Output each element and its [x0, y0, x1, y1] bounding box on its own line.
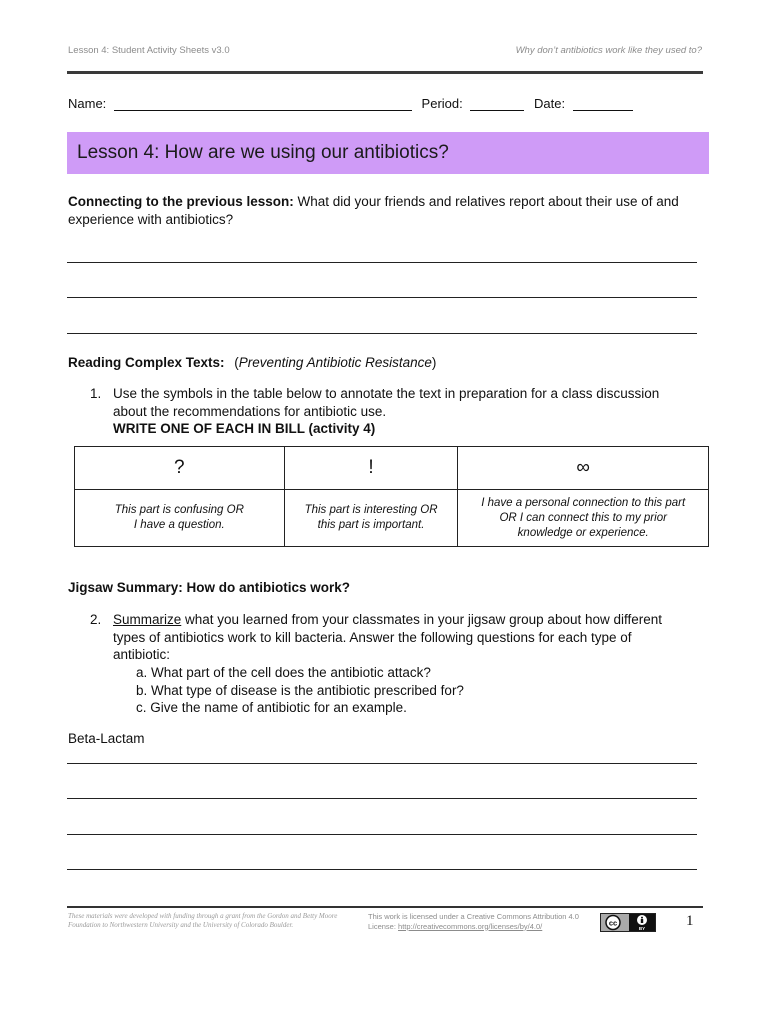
beta-lactam-line-4[interactable] — [67, 869, 697, 870]
beta-lactam-line-3[interactable] — [67, 834, 697, 835]
annotation-symbols-table — [74, 446, 709, 547]
name-label: Name: — [68, 96, 107, 111]
reading-item-number: 1. — [90, 386, 102, 401]
cc-by-icon-graphic — [601, 914, 655, 931]
desc-question-line1: This part is confusing OR — [114, 504, 244, 516]
jigsaw-item-number: 2. — [90, 612, 102, 627]
reading-item — [113, 385, 673, 438]
header-rule — [67, 71, 703, 74]
header-right-text: Why don’t antibiotics work like they used to? — [515, 45, 702, 56]
answer-line-2[interactable] — [67, 297, 697, 298]
by-text: BY — [638, 926, 646, 931]
answer-line-3[interactable] — [67, 333, 697, 334]
reading-paren-close: ) — [431, 355, 437, 370]
jigsaw-heading: Jigsaw Summary: How do antibiotics work? — [68, 580, 351, 595]
subitem-text: What part of the cell does the antibiotic attack? — [151, 665, 431, 680]
footer-funding-text: These materials were developed with funding through a grant from the Gordon and Betty Moore Foundation to Northwestern University and the University of Colorado Boulder. — [68, 912, 338, 929]
jigsaw-item-text: what you learned from your classmates in your jigsaw group about how different types of antibiotics work to kill bacteria. Answer the following questions for each type of antibiotic: — [113, 612, 663, 662]
license-text: This work is licensed under a Creative Commons Attribution 4.0 License: — [368, 912, 579, 931]
desc-exclamation-line1: This part is interesting OR — [304, 504, 438, 516]
subitem-text: Give the name of antibiotic for an example. — [150, 700, 407, 715]
desc-question-line2: I have a question. — [133, 519, 225, 531]
cc-by-license-icon — [600, 913, 656, 932]
desc-infinity-line1: I have a personal connection to this part — [481, 496, 686, 509]
subitem-text: What type of disease is the antibiotic prescribed for? — [151, 682, 464, 698]
lesson-title: Lesson 4: How are we using our antibiotics? — [77, 142, 449, 163]
jigsaw-subitems — [136, 664, 464, 717]
jigsaw-item — [113, 611, 683, 664]
desc-exclamation-line2: this part is important. — [317, 519, 425, 531]
reading-heading — [68, 354, 708, 372]
connecting-label: Connecting to the previous lesson: — [68, 194, 294, 209]
desc-infinity-line2: OR I can connect this to my prior — [499, 511, 667, 524]
subitem-letter: b. — [136, 682, 148, 698]
answer-line-1[interactable] — [67, 262, 697, 263]
reading-item-text: Use the symbols in the table below to annotate the text in preparation for a class discussion about the recommendations for antibiotic use. — [113, 386, 660, 419]
reading-item-instruction: WRITE ONE OF EACH IN BILL (activity 4) — [113, 421, 376, 436]
beta-lactam-label: Beta-Lactam — [68, 731, 145, 746]
period-field[interactable] — [470, 96, 524, 111]
jigsaw-subitem — [136, 682, 464, 700]
desc-exclamation — [284, 490, 458, 547]
symbol-infinity: ∞ — [458, 447, 709, 490]
jigsaw-subitem — [136, 664, 464, 682]
footer-license-text — [368, 912, 588, 931]
name-field[interactable] — [114, 96, 412, 111]
connecting-paragraph — [68, 193, 708, 229]
symbol-row — [75, 447, 709, 490]
desc-infinity — [458, 490, 709, 547]
subitem-letter: c. — [136, 700, 147, 715]
desc-infinity-line3: knowledge or experience. — [517, 526, 649, 539]
period-label: Period: — [421, 96, 463, 111]
lesson-title-bar — [67, 132, 709, 174]
beta-lactam-line-1[interactable] — [67, 763, 697, 764]
page-number: 1 — [686, 913, 694, 929]
license-link[interactable]: http://creativecommons.org/licenses/by/4.0/ — [398, 921, 543, 931]
jigsaw-item-verb: Summarize — [113, 612, 182, 627]
reading-label: Reading Complex Texts: — [68, 355, 225, 370]
reading-source: Preventing Antibiotic Resistance — [238, 355, 432, 370]
jigsaw-subitem — [136, 699, 464, 717]
connecting-text: What did your friends and relatives report about their use of and experience with antibiotics? — [68, 194, 679, 227]
desc-question — [75, 490, 285, 547]
date-field[interactable] — [573, 96, 633, 111]
footer-rule — [67, 906, 703, 908]
description-row — [75, 490, 709, 547]
student-info-row — [68, 96, 633, 111]
subitem-letter: a. — [136, 665, 148, 680]
beta-lactam-line-2[interactable] — [67, 798, 697, 799]
date-label: Date: — [534, 96, 566, 111]
cc-text: cc — [608, 918, 618, 928]
reading-paren-open: ( — [234, 355, 239, 370]
header-left-text: Lesson 4: Student Activity Sheets v3.0 — [68, 45, 230, 56]
symbol-question: ? — [75, 447, 285, 490]
symbol-exclamation: ! — [284, 447, 458, 490]
